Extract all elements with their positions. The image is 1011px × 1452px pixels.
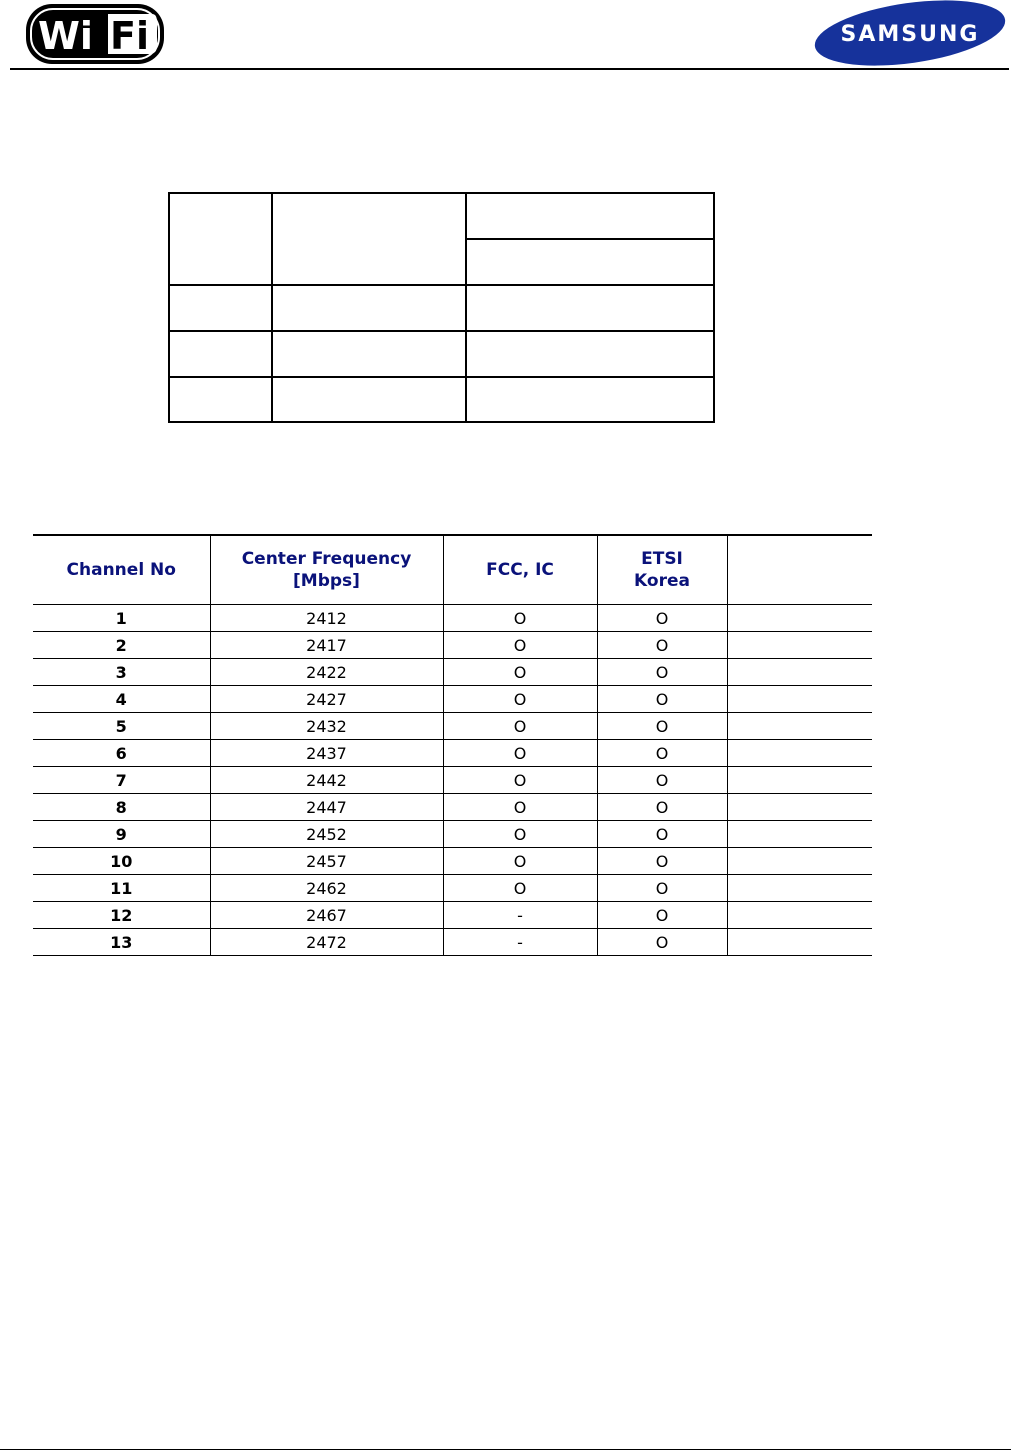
cell-blank <box>727 686 872 713</box>
cell-etsi-korea: O <box>597 659 727 686</box>
header-divider <box>10 68 1009 70</box>
cell-blank <box>727 929 872 956</box>
blank-cell <box>272 331 466 377</box>
cell-blank <box>727 767 872 794</box>
cell-channel: 4 <box>33 686 210 713</box>
cell-channel: 2 <box>33 632 210 659</box>
table-row <box>33 686 872 713</box>
blank-cell <box>466 285 714 331</box>
cell-frequency: 2422 <box>210 659 443 686</box>
wifi-logo <box>24 2 166 66</box>
blank-cell <box>169 193 272 285</box>
header-fcc-ic: FCC, IC <box>443 535 597 605</box>
cell-etsi-korea: O <box>597 902 727 929</box>
cell-blank <box>727 659 872 686</box>
cell-frequency: 2462 <box>210 875 443 902</box>
cell-etsi-korea: O <box>597 767 727 794</box>
cell-fcc-ic: - <box>443 902 597 929</box>
cell-channel: 6 <box>33 740 210 767</box>
cell-etsi-korea: O <box>597 929 727 956</box>
blank-cell <box>466 331 714 377</box>
blank-cell <box>272 377 466 422</box>
cell-etsi-korea: O <box>597 632 727 659</box>
table-header-row <box>33 535 872 605</box>
cell-etsi-korea: O <box>597 821 727 848</box>
header-etsi-korea: ETSI Korea <box>597 535 727 605</box>
cell-fcc-ic: O <box>443 740 597 767</box>
cell-channel: 7 <box>33 767 210 794</box>
cell-fcc-ic: O <box>443 686 597 713</box>
svg-text:SAMSUNG: SAMSUNG <box>840 22 980 47</box>
cell-fcc-ic: O <box>443 767 597 794</box>
header-channel-no: Channel No <box>33 535 210 605</box>
cell-fcc-ic: O <box>443 821 597 848</box>
cell-etsi-korea: O <box>597 848 727 875</box>
samsung-logo <box>812 0 1009 66</box>
table-row <box>33 767 872 794</box>
cell-channel: 3 <box>33 659 210 686</box>
cell-blank <box>727 605 872 632</box>
cell-fcc-ic: O <box>443 794 597 821</box>
table-row <box>33 875 872 902</box>
blank-table <box>168 192 715 423</box>
cell-frequency: 2472 <box>210 929 443 956</box>
blank-cell <box>466 377 714 422</box>
cell-etsi-korea: O <box>597 794 727 821</box>
svg-text:Wi: Wi <box>38 14 93 58</box>
cell-channel: 13 <box>33 929 210 956</box>
cell-channel: 9 <box>33 821 210 848</box>
cell-frequency: 2457 <box>210 848 443 875</box>
cell-channel: 10 <box>33 848 210 875</box>
cell-fcc-ic: - <box>443 929 597 956</box>
blank-cell <box>272 285 466 331</box>
blank-cell <box>466 239 714 285</box>
header-blank <box>727 535 872 605</box>
cell-etsi-korea: O <box>597 713 727 740</box>
cell-fcc-ic: O <box>443 713 597 740</box>
cell-frequency: 2427 <box>210 686 443 713</box>
cell-etsi-korea: O <box>597 686 727 713</box>
cell-etsi-korea: O <box>597 875 727 902</box>
cell-blank <box>727 713 872 740</box>
cell-etsi-korea: O <box>597 740 727 767</box>
cell-blank <box>727 740 872 767</box>
table-row <box>33 794 872 821</box>
blank-cell <box>169 285 272 331</box>
cell-frequency: 2437 <box>210 740 443 767</box>
cell-blank <box>727 875 872 902</box>
cell-channel: 1 <box>33 605 210 632</box>
table-row <box>33 848 872 875</box>
cell-etsi-korea: O <box>597 605 727 632</box>
table-row <box>33 929 872 956</box>
cell-fcc-ic: O <box>443 875 597 902</box>
cell-frequency: 2467 <box>210 902 443 929</box>
cell-frequency: 2442 <box>210 767 443 794</box>
cell-frequency: 2452 <box>210 821 443 848</box>
cell-blank <box>727 632 872 659</box>
blank-cell <box>169 377 272 422</box>
cell-fcc-ic: O <box>443 632 597 659</box>
blank-cell <box>272 193 466 285</box>
cell-frequency: 2417 <box>210 632 443 659</box>
cell-blank <box>727 848 872 875</box>
table-row <box>33 902 872 929</box>
cell-blank <box>727 902 872 929</box>
cell-fcc-ic: O <box>443 605 597 632</box>
cell-frequency: 2412 <box>210 605 443 632</box>
header-center-frequency: Center Frequency [Mbps] <box>210 535 443 605</box>
svg-text:Fi: Fi <box>110 14 149 58</box>
cell-channel: 12 <box>33 902 210 929</box>
cell-channel: 5 <box>33 713 210 740</box>
table-row <box>33 605 872 632</box>
table-row <box>33 632 872 659</box>
cell-blank <box>727 794 872 821</box>
table-row <box>33 821 872 848</box>
cell-fcc-ic: O <box>443 848 597 875</box>
cell-channel: 8 <box>33 794 210 821</box>
cell-fcc-ic: O <box>443 659 597 686</box>
table-row <box>33 713 872 740</box>
blank-cell <box>169 331 272 377</box>
cell-channel: 11 <box>33 875 210 902</box>
cell-frequency: 2432 <box>210 713 443 740</box>
footer-divider <box>0 1449 1011 1450</box>
table-row <box>33 659 872 686</box>
cell-blank <box>727 821 872 848</box>
cell-frequency: 2447 <box>210 794 443 821</box>
blank-cell <box>466 193 714 239</box>
channel-table <box>33 534 872 956</box>
table-row <box>33 740 872 767</box>
